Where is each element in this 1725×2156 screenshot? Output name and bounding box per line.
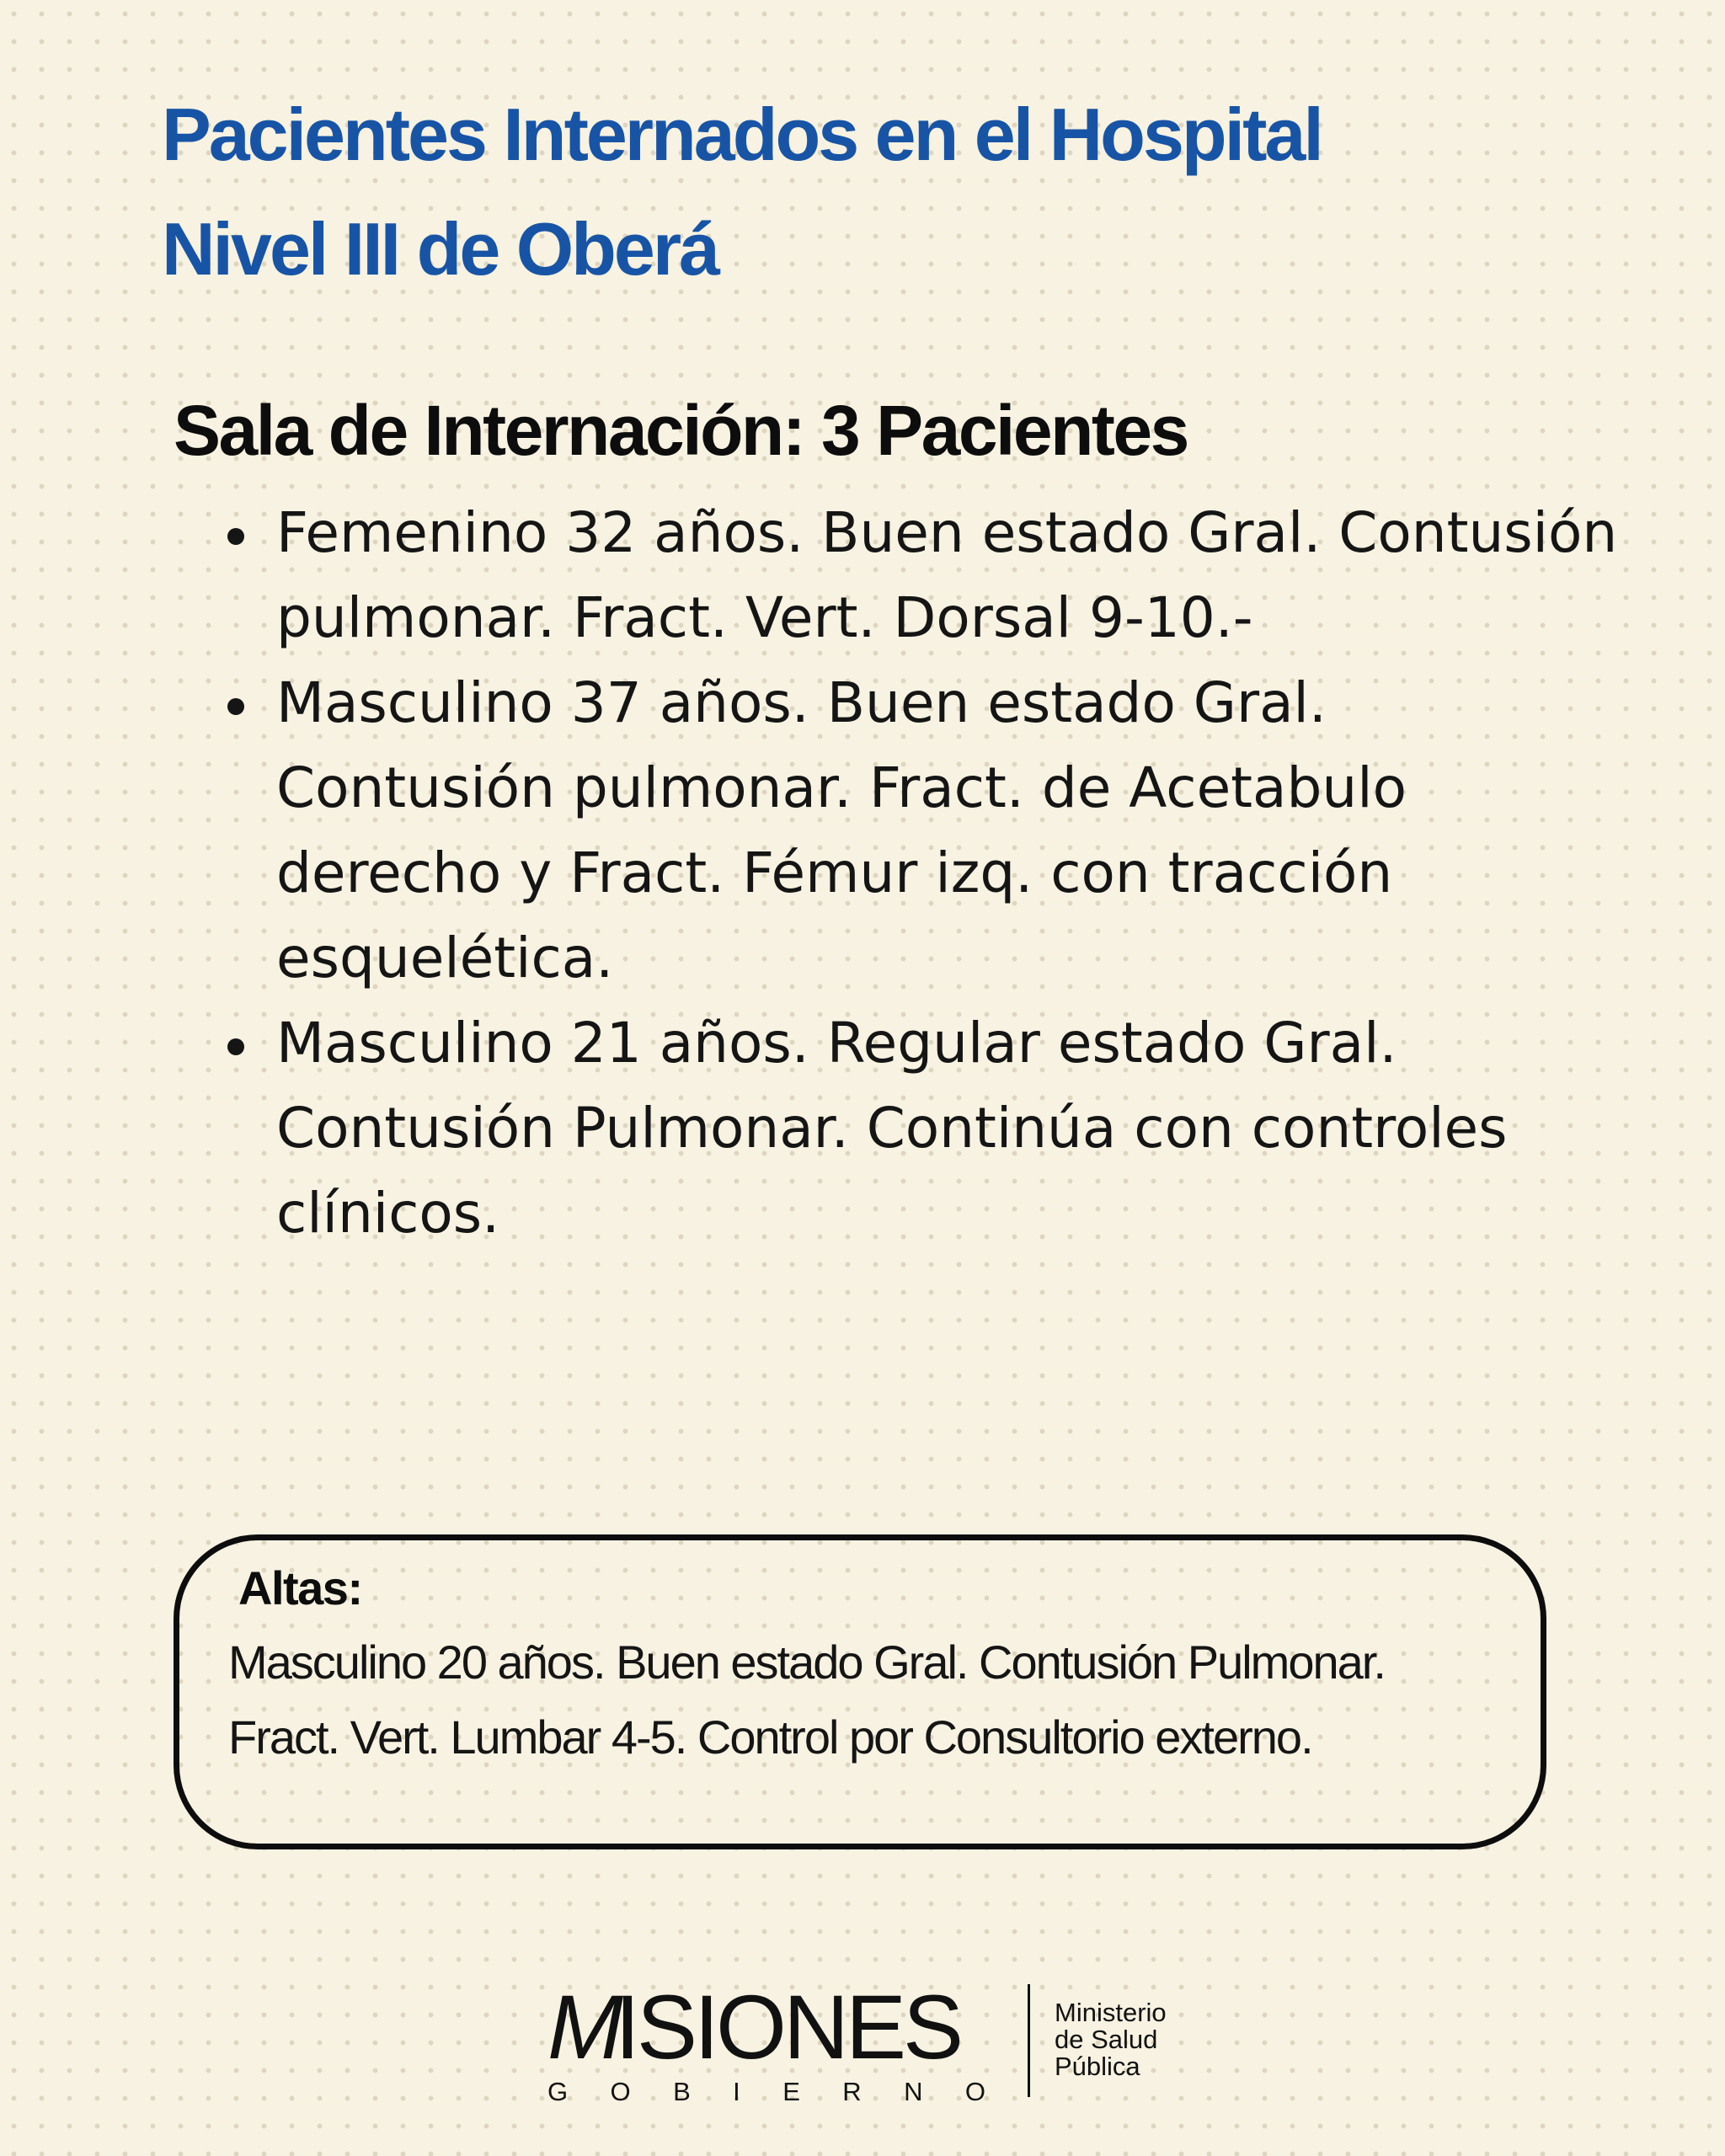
bullet-icon xyxy=(227,1038,244,1055)
ward-heading: Sala de Internación: 3 Pacientes xyxy=(174,391,1188,470)
ministry-line-2: de Salud xyxy=(1055,2025,1158,2054)
discharges-line-1: Masculino 20 años. Buen estado Gral. Contusión Pulmonar. xyxy=(228,1636,1385,1689)
patient-2-line-2: Contusión pulmonar. Fract. de Acetabulo xyxy=(276,755,1407,820)
patient-2-line-3: derecho y Fract. Fémur izq. con tracción xyxy=(276,841,1393,905)
discharges-text xyxy=(228,1625,1385,1774)
logo-wordmark xyxy=(547,1976,961,2078)
logo-sub-letter: N xyxy=(904,2077,923,2106)
logo-subtitle xyxy=(547,2077,985,2107)
patient-2-line-4: esquelética. xyxy=(276,926,614,990)
patient-3-line-1: Masculino 21 años. Regular estado Gral. xyxy=(276,1011,1397,1075)
patient-item-1 xyxy=(221,490,1618,660)
page-title-line-1: Pacientes Internados en el Hospital xyxy=(162,93,1322,176)
logo-sub-letter: R xyxy=(842,2077,862,2106)
bullet-icon xyxy=(227,698,244,715)
page-title-line-2: Nivel III de Oberá xyxy=(162,207,718,291)
discharges-box xyxy=(174,1534,1546,1849)
discharges-title: Altas: xyxy=(238,1561,362,1614)
discharges-line-2: Fract. Vert. Lumbar 4-5. Control por Consultorio externo. xyxy=(228,1710,1312,1764)
patient-2-line-1: Masculino 37 años. Buen estado Gral. xyxy=(276,670,1327,735)
logo-sub-letter: G xyxy=(547,2077,569,2106)
bullet-icon xyxy=(227,528,244,545)
logo-sub-letter: I xyxy=(733,2077,740,2106)
patient-3-line-3: clínicos. xyxy=(276,1181,500,1246)
patient-item-2 xyxy=(221,660,1568,1001)
patient-item-3 xyxy=(221,1001,1568,1256)
logo-sub-letter: O xyxy=(964,2077,985,2106)
patient-1-line-2: pulmonar. Fract. Vert. Dorsal 9-10.- xyxy=(276,585,1253,650)
logo-sub-letter: O xyxy=(610,2077,631,2106)
ministry-line-3: Pública xyxy=(1055,2052,1140,2081)
patient-list xyxy=(221,490,1618,1256)
page-title xyxy=(162,77,1594,307)
ministry-label xyxy=(1055,1999,1167,2080)
ministry-line-1: Ministerio xyxy=(1055,1998,1167,2027)
logo-wordmark-rest: ISIONES xyxy=(614,1976,961,2078)
logo-divider xyxy=(1028,1984,1030,2097)
patient-1-line-1: Femenino 32 años. Buen estado Gral. Contusión xyxy=(276,500,1618,565)
misiones-gobierno-logo xyxy=(539,1967,1196,2106)
logo-sub-letter: B xyxy=(673,2077,691,2106)
logo-sub-letter: E xyxy=(782,2077,800,2106)
patient-3-line-2: Contusión Pulmonar. Continúa con controles xyxy=(276,1096,1508,1161)
logo-initial: M xyxy=(547,1976,615,2078)
